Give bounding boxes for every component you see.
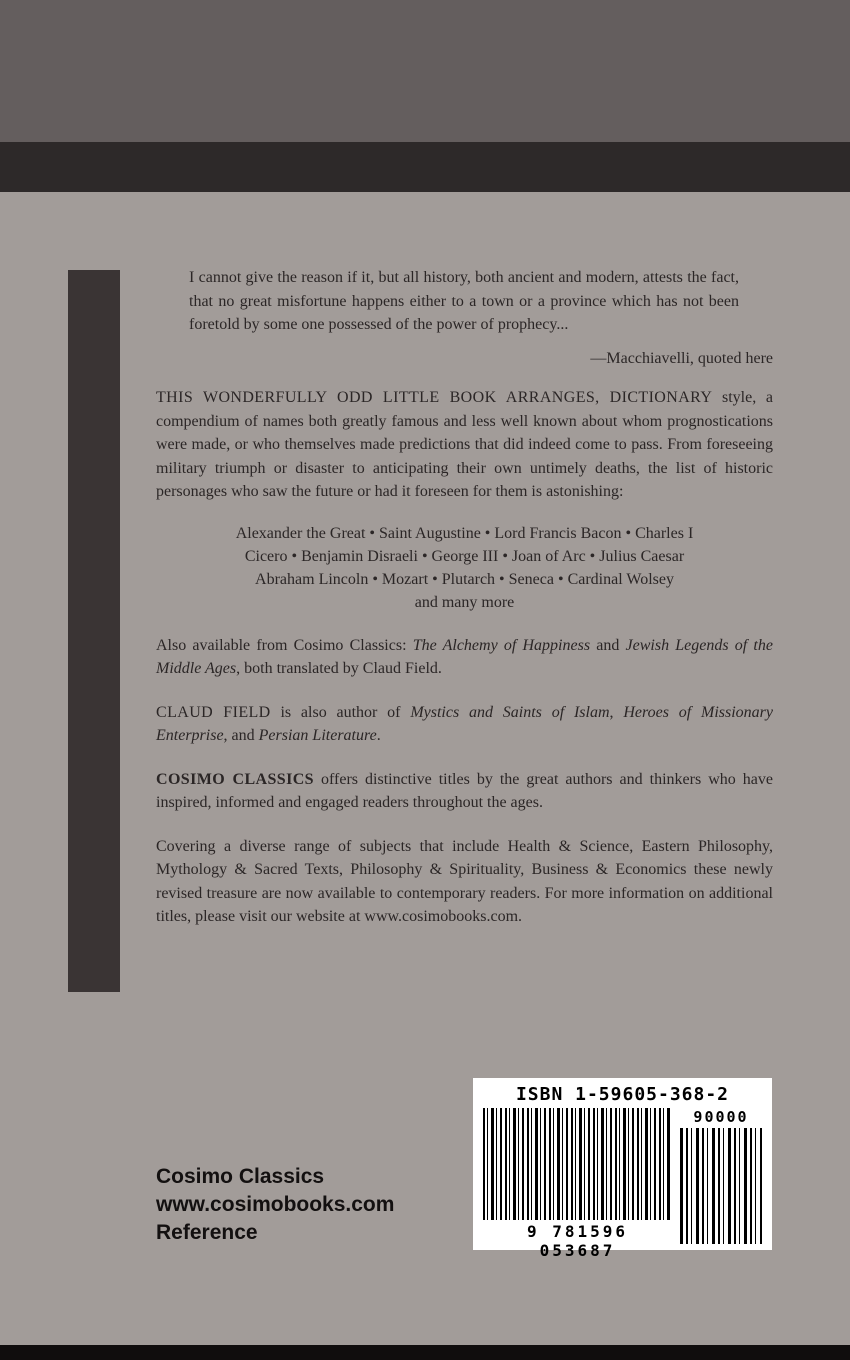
footer-block xyxy=(156,1163,394,1247)
barcode-main xyxy=(483,1108,672,1260)
author-post: . xyxy=(376,727,381,744)
barcode-price-code: 90000 xyxy=(693,1108,749,1126)
names-line: Cicero • Benjamin Disraeli • George III • Joan of Arc • Julius Caesar xyxy=(244,547,685,565)
author-pre: is also author of xyxy=(270,703,411,721)
author-paragraph xyxy=(156,701,773,748)
author-sep2: , and xyxy=(223,727,259,744)
names-line: Abraham Lincoln • Mozart • Plutarch • Seneca • Cardinal Wolsey xyxy=(255,570,674,588)
quote-block xyxy=(156,266,773,370)
description-lead: THIS WONDERFULLY ODD LITTLE BOOK ARRANGES, DICTIONARY xyxy=(156,389,713,406)
barcode-block xyxy=(473,1078,772,1260)
barcode-row xyxy=(483,1108,762,1260)
top-band xyxy=(0,0,850,142)
names-line: Alexander the Great • Saint Augustine • Lord Francis Bacon • Charles I xyxy=(235,524,694,542)
footer-publisher: Cosimo Classics xyxy=(156,1165,325,1188)
names-line: and many more xyxy=(414,593,515,611)
publisher-blurb-lead: COSIMO CLASSICS xyxy=(156,770,314,788)
left-accent-bar xyxy=(68,270,120,992)
also-available-mid: and xyxy=(590,636,626,654)
also-available-pre: Also available from Cosimo Classics: xyxy=(156,636,413,654)
isbn-label: ISBN 1-59605-368-2 xyxy=(515,1084,730,1105)
publisher-blurb-paragraph xyxy=(156,768,773,815)
bottom-band xyxy=(0,1345,850,1360)
book-title-mystics: Mystics and Saints of Islam xyxy=(410,703,610,721)
barcode-bars xyxy=(483,1108,672,1220)
barcode-digits: 9 781596 053687 xyxy=(526,1222,629,1260)
book-title-persian: Persian Literature xyxy=(258,727,377,744)
quote-text: I cannot give the reason if it, but all history, both ancient and modern, attests the fact, that no great misfortune happens either to a town or a province which has not been foretold by some one possessed of the power of prophecy... xyxy=(189,269,739,333)
barcode-addon xyxy=(680,1108,762,1244)
book-title-heroes: Heroes of Missionary Enterprise xyxy=(156,703,774,744)
publisher-blurb-body: offers distinctive titles by the great authors and thinkers who have inspired, informed and engaged readers throughout the ages. xyxy=(156,770,773,811)
cover-content xyxy=(156,266,773,929)
book-title-jewish-legends: Jewish Legends of the Middle Ages xyxy=(156,636,773,677)
footer-category: Reference xyxy=(156,1221,258,1244)
author-name: CLAUD FIELD xyxy=(156,703,271,721)
also-available-paragraph xyxy=(156,634,773,681)
names-list xyxy=(156,522,773,614)
description-body: style, a compendium of names both greatly famous and less well known about whom prognostications were made, or who themselves made predictions that did indeed come to pass. From foreseeing military triumph or disaster to anticipating their own untimely deaths, the list of historic personages who saw the future or had it foreseen for them is astonishing: xyxy=(156,389,774,500)
dark-band xyxy=(0,142,850,192)
also-available-post: , both translated by Claud Field. xyxy=(236,660,442,677)
quote-attribution: —Macchiavelli, quoted here xyxy=(590,349,773,367)
footer-website: www.cosimobooks.com xyxy=(156,1193,395,1216)
barcode-addon-bars xyxy=(680,1128,762,1244)
book-title-alchemy: The Alchemy of Happiness xyxy=(412,636,591,654)
description-paragraph xyxy=(156,386,773,504)
covering-paragraph: Covering a diverse range of subjects that include Health & Science, Eastern Philosophy, Mythology & Sacred Texts, Philosophy & Spirituality, Business & Economics these newly revised treasure are now available to contemporary readers. For more information on additional titles, please visit our website at www.cosimobooks.com. xyxy=(156,837,773,925)
author-sep1: , xyxy=(609,703,624,721)
